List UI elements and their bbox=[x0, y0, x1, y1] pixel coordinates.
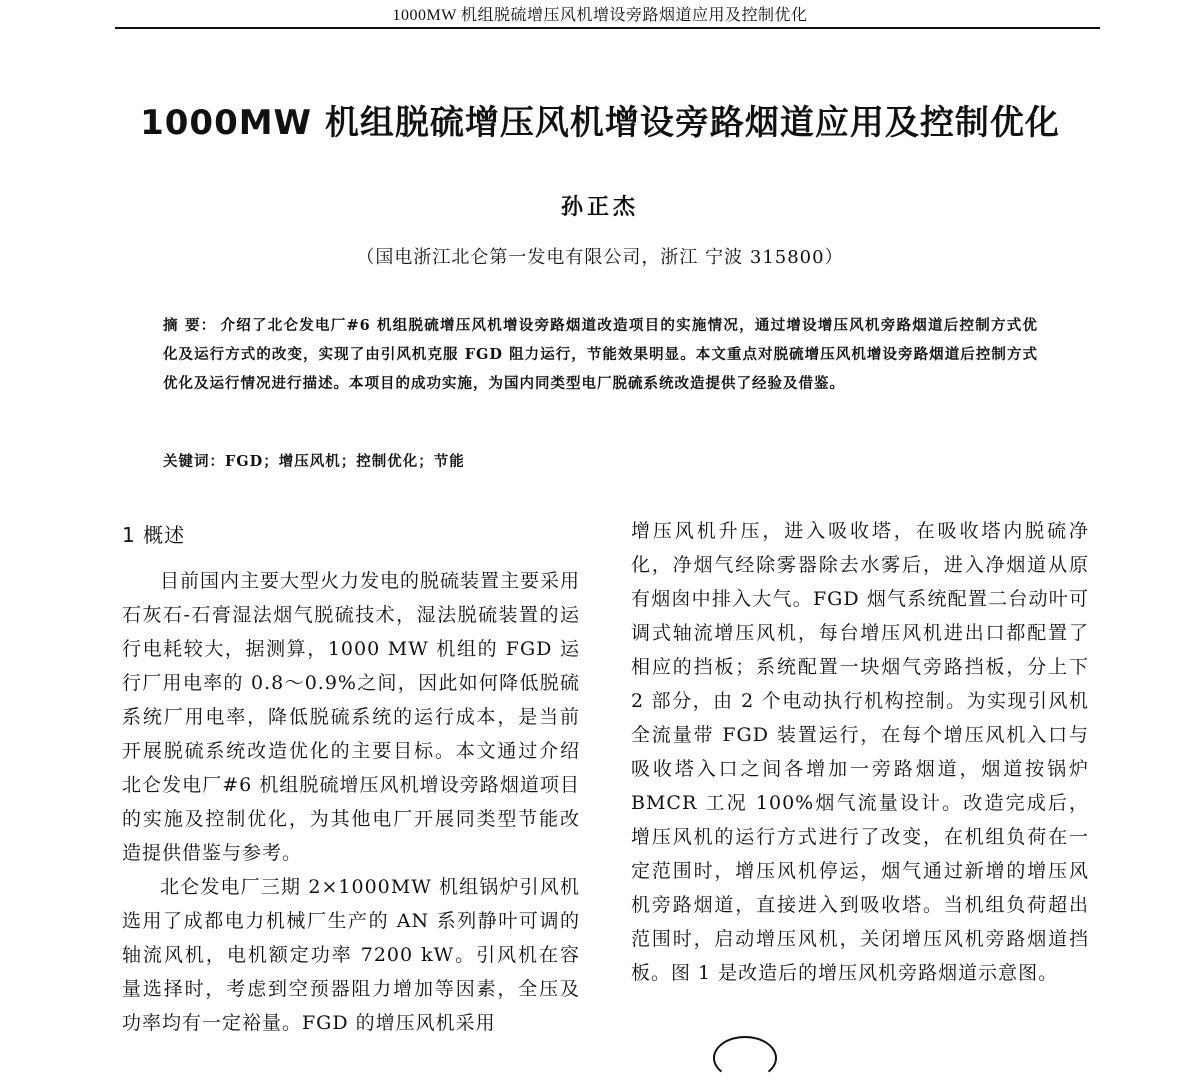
keywords bbox=[163, 450, 1038, 471]
paragraph: 目前国内主要大型火力发电的脱硫装置主要采用石灰石-石膏湿法烟气脱硫技术，湿法脱硫装置的运行电耗较大，据测算，1000 MW 机组的 FGD 运行厂用电率的 0.8～0.9%之间，因此如何降低脱硫系统厂用电率，降低脱硫系统的运行成本，是当前开展脱硫系统改造优化的主要目标。本文通过介绍北仑发电厂#6 机组脱硫增压风机增设旁路烟道项目的实施及控制优化，为其他电厂开展同类型节能改造提供借鉴与参考。 bbox=[122, 570, 581, 864]
abstract bbox=[163, 311, 1038, 398]
keywords-label: 关键词： bbox=[163, 453, 225, 470]
figure-partial-drawing bbox=[713, 1036, 777, 1080]
paragraph: 北仑发电厂三期 2×1000MW 机组锅炉引风机选用了成都电力机械厂生产的 AN 系列静叶可调的轴流风机，电机额定功率 7200 kW。引风机在容量选择时，考虑到空预器阻力增加等因素，全压及功率均有一定裕量。FGD 的增压风机采用 bbox=[122, 876, 580, 1034]
header-rule bbox=[115, 27, 1100, 29]
abstract-text: 介绍了北仑发电厂#6 机组脱硫增压风机增设旁路烟道改造项目的实施情况，通过增设增压风机旁路烟道后控制方式优化及运行方式的改变，实现了由引风机克服 FGD 阻力运行，节能效果明显。本文重点对脱硫增压风机增设旁路烟道后控制方式优化及运行情况进行描述。本项目的成功实施，为国内同类型电厂脱硫系统改造提供了经验及借鉴。 bbox=[163, 317, 1038, 392]
affiliation: （国电浙江北仑第一发电有限公司，浙江 宁波 315800） bbox=[356, 247, 844, 268]
running-head: 1000MW 机组脱硫增压风机增设旁路烟道应用及控制优化 bbox=[392, 7, 808, 24]
left-column bbox=[122, 518, 580, 1040]
abstract-label: 摘 要： bbox=[163, 317, 217, 334]
keywords-text: FGD；增压风机；控制优化；节能 bbox=[225, 453, 465, 470]
paper-title: 1000MW 机组脱硫增压风机增设旁路烟道应用及控制优化 bbox=[140, 103, 1060, 143]
paragraph: 增压风机升压，进入吸收塔，在吸收塔内脱硫净化，净烟气经除雾器除去水雾后，进入净烟道从原有烟囱中排入大气。FGD 烟气系统配置二台动叶可调式轴流增压风机，每台增压风机进出口都配置了相应的挡板；系统配置一块烟气旁路挡板，分上下 2 部分，由 2 个电动执行机构控制。为实现引风机全流量带 FGD 装置运行，在每个增压风机入口与吸收塔入口之间各增加一旁路烟道，烟道按锅炉 BMCR 工况 100%烟气流量设计。改造完成后，增压风机的运行方式进行了改变，在机组负荷在一定范围时，增压风机停运，烟气通过新增的增压风机旁路烟道，直接进入到吸收塔。当机组负荷超出范围时，启动增压风机，关闭增压风机旁路烟道挡板。图 1 是改造后的增压风机旁路烟道示意图。 bbox=[631, 520, 1089, 984]
section-heading: 1 概述 bbox=[122, 523, 186, 547]
right-column bbox=[631, 514, 1089, 990]
author: 孙正杰 bbox=[560, 194, 639, 220]
